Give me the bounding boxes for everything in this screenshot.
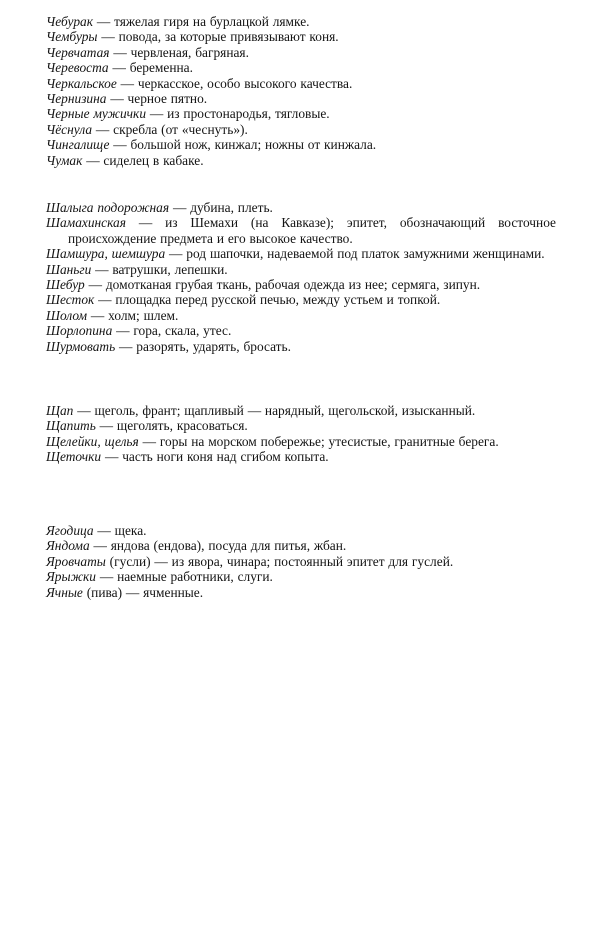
entry-term: Шорлопина [46, 323, 113, 339]
entry-definition: — черкасское, особо высокого качества. [116, 75, 353, 91]
entry-definition: — тяжелая гиря на бурлацкой лямке. [92, 14, 310, 29]
entry-term: Яровчаты [46, 553, 106, 569]
glossary-entry [46, 434, 556, 449]
entry-definition: — щеголять, красоваться. [95, 418, 248, 434]
glossary-entry [46, 76, 556, 91]
glossary-entry [46, 200, 556, 215]
glossary-entry [46, 585, 556, 600]
glossary-entry [46, 262, 556, 277]
entry-definition: — яндова (ендова), посуда для питья, жбан. [89, 538, 347, 554]
entry-term: Шалыга подорожная [46, 200, 170, 215]
glossary-entry [46, 277, 556, 292]
entry-definition: — черное пятно. [106, 91, 208, 107]
entry-definition: — ватрушки, лепешки. [91, 261, 228, 277]
glossary-entry [46, 403, 556, 418]
glossary-entry [46, 292, 556, 307]
glossary-entry [46, 215, 556, 246]
entry-term: Яндома [46, 538, 90, 554]
entry-term: Щапить [46, 418, 96, 434]
entry-definition: — щеголь, франт; щапливый — нарядный, щегольской, изысканный. [73, 403, 476, 418]
entry-definition: — разорять, ударять, бросать. [115, 338, 291, 354]
glossary-entry [46, 122, 556, 137]
entry-definition: — из простонародья, тягловые. [146, 106, 330, 122]
entry-definition: — гора, скала, утес. [112, 323, 232, 339]
entry-definition: — щека. [93, 523, 147, 538]
entry-term: Щап [46, 403, 74, 418]
entry-definition: — червленая, багряная. [109, 44, 249, 60]
entry-definition: — часть ноги коня над сгибом копыта. [101, 449, 329, 465]
entry-definition: — сиделец в кабаке. [82, 152, 204, 168]
entry-definition: — повода, за которые привязывают коня. [97, 29, 339, 45]
entry-term: Чернизина [46, 91, 107, 107]
entry-definition: — наемные работники, слуги. [95, 569, 273, 585]
entry-term: Шолом [46, 307, 88, 323]
glossary-section-shcha [46, 403, 556, 465]
glossary-entry [46, 323, 556, 338]
entry-term: Чембуры [46, 29, 98, 45]
glossary-section-ya [46, 523, 556, 600]
glossary-entry [46, 523, 556, 538]
glossary-entry [46, 29, 556, 44]
entry-term: Черкальское [46, 75, 117, 91]
glossary-entry [46, 308, 556, 323]
entry-definition: — большой нож, кинжал; ножны от кинжала. [109, 137, 377, 153]
glossary-entry [46, 569, 556, 584]
entry-term: Шамшура, шемшура [46, 246, 166, 262]
entry-definition: — из Шемахи (на Кавказе); эпитет, обозначающий восточное происхождение предмета и его высокое качество. [68, 215, 556, 246]
glossary-entry [46, 538, 556, 553]
entry-term: Шебур [46, 277, 85, 293]
entry-term: Шурмовать [46, 338, 116, 354]
entry-definition: — беременна. [108, 60, 193, 76]
entry-term: Черевоста [46, 60, 109, 76]
entry-term: Шаньги [46, 261, 92, 277]
entry-definition: — скребла (от «чеснуть»). [92, 121, 248, 137]
glossary-entry [46, 418, 556, 433]
glossary-section-che [46, 14, 556, 168]
entry-definition: — площадка перед русской печью, между устьем и топкой. [94, 292, 441, 308]
entry-term: Ягодица [46, 523, 94, 538]
entry-definition: — горы на морском побережье; утесистые, гранитные берега. [138, 433, 499, 449]
entry-definition: (гусли) — из явора, чинара; постоянный эпитет для гуслей. [105, 553, 454, 569]
glossary-entry [46, 246, 556, 261]
entry-term: Чёснула [46, 121, 93, 137]
entry-definition: (пива) — ячменные. [82, 584, 204, 600]
entry-term: Щелейки, щелья [46, 433, 139, 449]
glossary-entry [46, 137, 556, 152]
glossary-entry [46, 14, 556, 29]
entry-term: Ярыжки [46, 569, 96, 585]
entry-term: Чебурак [46, 14, 93, 29]
glossary-entry [46, 554, 556, 569]
glossary-entry [46, 449, 556, 464]
glossary-entry [46, 45, 556, 60]
glossary-entry [46, 153, 556, 168]
glossary-entry [46, 60, 556, 75]
glossary-entry [46, 91, 556, 106]
glossary-entry [46, 106, 556, 121]
entry-term: Шесток [46, 292, 95, 308]
entry-term: Ячные [46, 584, 83, 600]
entry-term: Черные мужички [46, 106, 147, 122]
entry-term: Щеточки [46, 449, 102, 465]
entry-definition: — дубина, плеть. [169, 200, 273, 215]
entry-definition: — род шапочки, надеваемой под платок замужними женщинами. [165, 246, 545, 262]
entry-term: Червчатая [46, 44, 110, 60]
glossary-entry [46, 339, 556, 354]
entry-term: Чингалище [46, 137, 110, 153]
entry-term: Чумак [46, 152, 83, 168]
glossary-section-sha [46, 200, 556, 354]
entry-term: Шамахинская [46, 215, 126, 231]
entry-definition: — домотканая грубая ткань, рабочая одежда из нее; сермяга, зипун. [84, 277, 481, 293]
entry-definition: — холм; шлем. [87, 307, 179, 323]
